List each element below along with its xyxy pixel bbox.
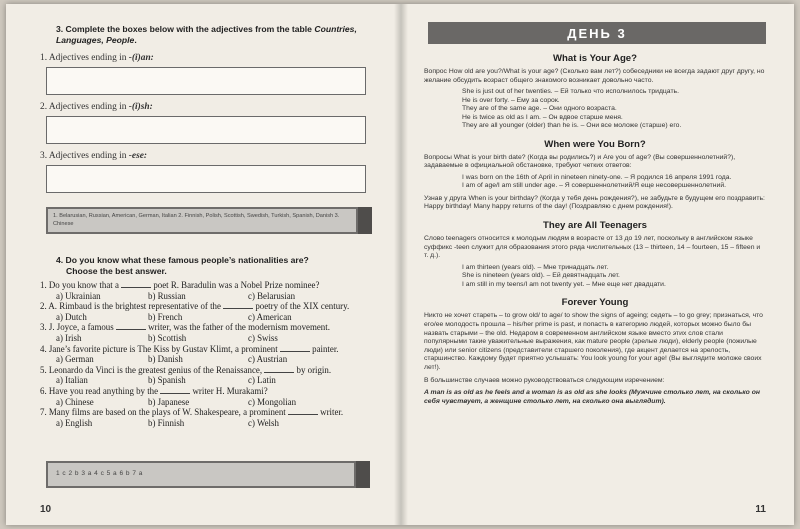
question-6: 6. Have you read anything by the writer H. Murakami? a) Chinese b) Japanese c) Mongolian: [40, 386, 370, 407]
book-spread: [6, 4, 794, 525]
example-line: He is over forty. – Ему за сорок.: [462, 96, 560, 104]
example-line: They are all younger (older) than he is. – Они все моложе (старше) его.: [462, 122, 682, 130]
question-5: 5. Leonardo da Vinci is the greatest genius of the Renaissance, by origin. a) Italian b) Spanish c) Latin: [40, 365, 370, 386]
section-title-born: When were You Born?: [544, 138, 646, 150]
question-6-options: a) Chinese b) Japanese c) Mongolian: [56, 396, 297, 407]
section-teenagers-intro: Слово teenagers относится к молодым людям в возрасте от 13 до 19 лет, поскольку в английском языке суффикс -teen служит для образования этого ряда числительных (13 – thirteen, 14 – fourteen, 15 – fifteen и т. д.).: [424, 235, 761, 260]
section-title-forever-young: Forever Young: [561, 297, 629, 309]
page-number-left: 10: [40, 504, 52, 515]
question-2: 2. A. Rimbaud is the brightest representative of the poetry of the XIX century. a) Dutch b) French c) American: [40, 301, 370, 322]
section-forever-young-intro: Никто не хочет стареть – to grow old/ to age/ to show the signs of ageing; седеть – to go grey; признаться, что его/ее молодость прошла – his/her prime is past, и попасть в категорию людей, которых можно было бы назвать старыми – the old. Недаром в современном английском языке вместо этих слов стали популярными такие уважительные выражения, как mature people (зрелые люди), elderly people (пожилые люди) или senior citizens (представители старшего поколения), где акцент делается на зрелость, старшинство. Каждому будет приятно услышать: You look young for your age! (Вы выглядите моложе своих лет!).: [424, 312, 763, 371]
question-2-options: a) Dutch b) French c) American: [56, 311, 292, 322]
word-bank-text: 1. Belarusian, Russian, American, German, Italian 2. Finnish, Polish, Scottish, Swedish, Turkish, Spanish, Danish 3. Chinese: [48, 209, 356, 232]
answer-key-bar: [46, 461, 370, 488]
section-born-outro: Узнав у друга When is your birthday? (Когда у тебя день рождения?), не забудьте в будущем его поздравить: Happy birthday! Many happy returns of the day! (Поздравляю с днем рождения!).: [424, 194, 765, 211]
answer-key-text: 1 c 2 b 3 a 4 c 5 a 6 b 7 a: [48, 463, 354, 486]
question-7-options: a) English b) Finnish c) Welsh: [56, 417, 279, 428]
example-line: He is twice as old as I am. – Он вдвое старше меня.: [462, 113, 623, 121]
question-list: [40, 280, 370, 428]
example-line: They are of the same age. – Они одного возраста.: [462, 105, 617, 113]
example-line: I am of age/I am still under age. – Я совершеннолетний/Я еще несовершеннолетний.: [462, 182, 727, 190]
section-born-intro: Вопросы What is your birth date? (Когда вы родились?) и Are you of age? (Вы совершеннолетний?), задаваемые в официальной обстановке, требуют четких ответов:: [424, 153, 736, 170]
answer-box-1[interactable]: [46, 67, 366, 95]
question-5-options: a) Italian b) Spanish c) Latin: [56, 375, 276, 386]
section-born-examples: [424, 174, 766, 191]
task4-title: 4. Do you know what these famous people’s nationalities are? Choose the best answer.: [56, 255, 309, 276]
task3-item-1-label: 1. Adjectives ending in -(i)an:: [40, 53, 154, 63]
section-title-age: What is Your Age?: [552, 53, 638, 64]
question-1-options: a) Ukrainian b) Russian c) Belarusian: [56, 290, 296, 301]
task3-item-2-label: 2. Adjectives ending in -(i)sh:: [40, 102, 153, 112]
section-teenagers-examples: [424, 264, 766, 290]
day-header: ДЕНЬ 3: [428, 22, 766, 44]
question-1: 1. Do you know that a poet R. Baradulin was a Nobel Prize nominee? a) Ukrainian b) Russian c) Belarusian: [40, 280, 370, 301]
section-age-examples: [424, 88, 766, 131]
question-7: 7. Many films are based on the plays of W. Shakespeare, a prominent writer. a) English b) Finnish c) Welsh: [40, 407, 370, 428]
section-forever-young-outro: В большинстве случаев можно руководствоваться следующим изречением:: [424, 376, 665, 384]
example-line: I am still in my teens/I am not twenty yet. – Мне еще нет двадцати.: [462, 280, 666, 288]
example-line: She is just out of her twenties. – Ей только что исполнилось тридцать.: [462, 88, 679, 96]
section-title-teenagers: They are All Teenagers: [543, 220, 647, 232]
section-forever-young-quote: A man is as old as he feels and a woman is as old as she looks (Мужчине столько лет, на сколько он себя чувствует, а женщине столько лет, на сколько она выглядит).: [424, 389, 760, 405]
question-3: 3. J. Joyce, a famous writer, was the father of the modernism movement. a) Irish b) Scottish c) Swiss: [40, 322, 370, 343]
word-bank: [46, 207, 372, 234]
right-page: [400, 4, 794, 525]
section-age-intro: Вопрос How old are you?/What is your age? (Сколько вам лет?) собеседники не всегда задают друг другу, но желание обсудить возраст общего знакомого возникает довольно часто.: [424, 68, 765, 84]
example-line: She is nineteen (years old). – Ей девятнадцать лет.: [462, 272, 620, 280]
answer-key-tab: [356, 461, 370, 488]
left-page: [6, 4, 400, 525]
page-number-right: 11: [755, 504, 766, 515]
task3-title: 3. Complete the boxes below with the adjectives from the table Countries, Languages, People.: [56, 24, 357, 45]
question-3-options: a) Irish b) Scottish c) Swiss: [56, 332, 278, 343]
answer-box-2[interactable]: [46, 116, 366, 144]
example-line: I was born on the 16th of April in nineteen ninety-one. – Я родился 16 апреля 1991 года.: [462, 173, 732, 181]
question-4-options: a) German b) Danish c) Austrian: [56, 354, 288, 365]
task3-item-3-label: 3. Adjectives ending in -ese:: [40, 151, 148, 161]
question-4: 4. Jane’s favorite picture is The Kiss by Gustav Klimt, a prominent painter. a) German b) Danish c) Austrian: [40, 344, 370, 365]
example-line: I am thirteen (years old). – Мне тринадцать лет.: [462, 263, 609, 271]
answer-box-3[interactable]: [46, 165, 366, 193]
word-bank-tab: [358, 207, 372, 234]
